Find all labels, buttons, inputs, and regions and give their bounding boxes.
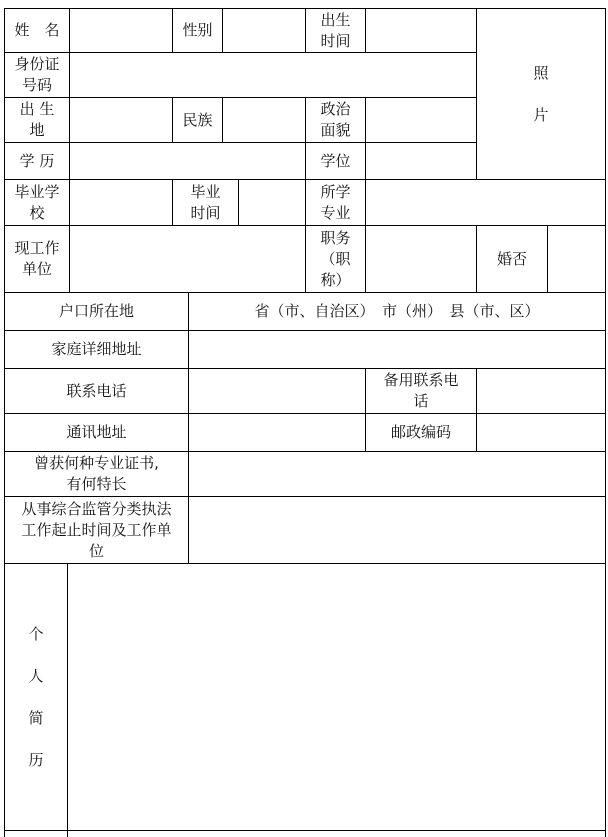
hukou-label: 户口所在地 — [58, 302, 134, 320]
id-number-label: 身份证 号码 — [14, 55, 60, 94]
mail-address-field[interactable] — [189, 414, 365, 451]
alt-phone-label: 备用联系电 话 — [383, 371, 459, 410]
marital-status-field[interactable] — [548, 226, 605, 292]
political-status-field[interactable] — [366, 98, 476, 142]
birth-date-field[interactable] — [366, 9, 476, 52]
graduate-school-field[interactable] — [70, 180, 172, 225]
postcode-field[interactable] — [477, 414, 605, 451]
gender-label: 性别 — [182, 21, 213, 39]
work-unit-field[interactable] — [70, 226, 305, 292]
birthplace-label: 出 生 地 — [19, 100, 55, 139]
line — [605, 8, 606, 837]
ethnicity-label: 民族 — [182, 110, 213, 129]
education-label: 学 历 — [19, 151, 55, 170]
resume-label: 个 人 简 历 — [28, 624, 44, 769]
resume-field[interactable] — [68, 564, 605, 830]
home-address-field[interactable] — [189, 331, 605, 368]
name-field[interactable] — [70, 9, 172, 52]
id-number-field[interactable] — [70, 53, 476, 97]
degree-field[interactable] — [366, 143, 476, 179]
ethnicity-field[interactable] — [223, 98, 305, 142]
graduation-time-field[interactable] — [239, 180, 305, 225]
graduation-time-label: 毕业 时间 — [190, 182, 221, 222]
degree-label: 学位 — [320, 151, 351, 170]
home-address-label: 家庭详细地址 — [51, 340, 142, 358]
line — [4, 830, 605, 831]
work-history-label: 从事综合监管分类执法 工作起止时间及工作单 位 — [21, 499, 172, 560]
certificates-field[interactable] — [189, 452, 605, 496]
education-field[interactable] — [70, 143, 305, 179]
certificates-label: 曾获何种专业证书, 有何特长 — [34, 454, 159, 493]
work-unit-label: 现工作 单位 — [14, 239, 60, 278]
mail-address-label: 通讯地址 — [66, 423, 127, 441]
name-label: 姓 名 — [14, 21, 60, 39]
position-label: 职务 （职 称） — [320, 228, 351, 289]
alt-phone-field[interactable] — [477, 369, 605, 413]
marital-status-label: 婚否 — [496, 249, 527, 268]
birth-date-label: 出生 时间 — [320, 10, 351, 50]
graduate-school-label: 毕业学 校 — [14, 182, 60, 222]
political-status-label: 政治 面貌 — [320, 100, 351, 139]
phone-field[interactable] — [189, 369, 365, 413]
birthplace-field[interactable] — [70, 98, 172, 142]
postcode-label: 邮政编码 — [390, 423, 451, 441]
hukou-field[interactable]: 省（市、自治区） 市（州） 县（市、区） — [254, 302, 540, 320]
position-field[interactable] — [366, 226, 476, 292]
gender-field[interactable] — [223, 9, 305, 52]
major-label: 所学 专业 — [320, 182, 351, 222]
phone-label: 联系电话 — [66, 381, 127, 400]
work-history-field[interactable] — [189, 497, 605, 563]
major-field[interactable] — [366, 180, 605, 225]
photo-box[interactable]: 照 片 — [533, 63, 549, 124]
